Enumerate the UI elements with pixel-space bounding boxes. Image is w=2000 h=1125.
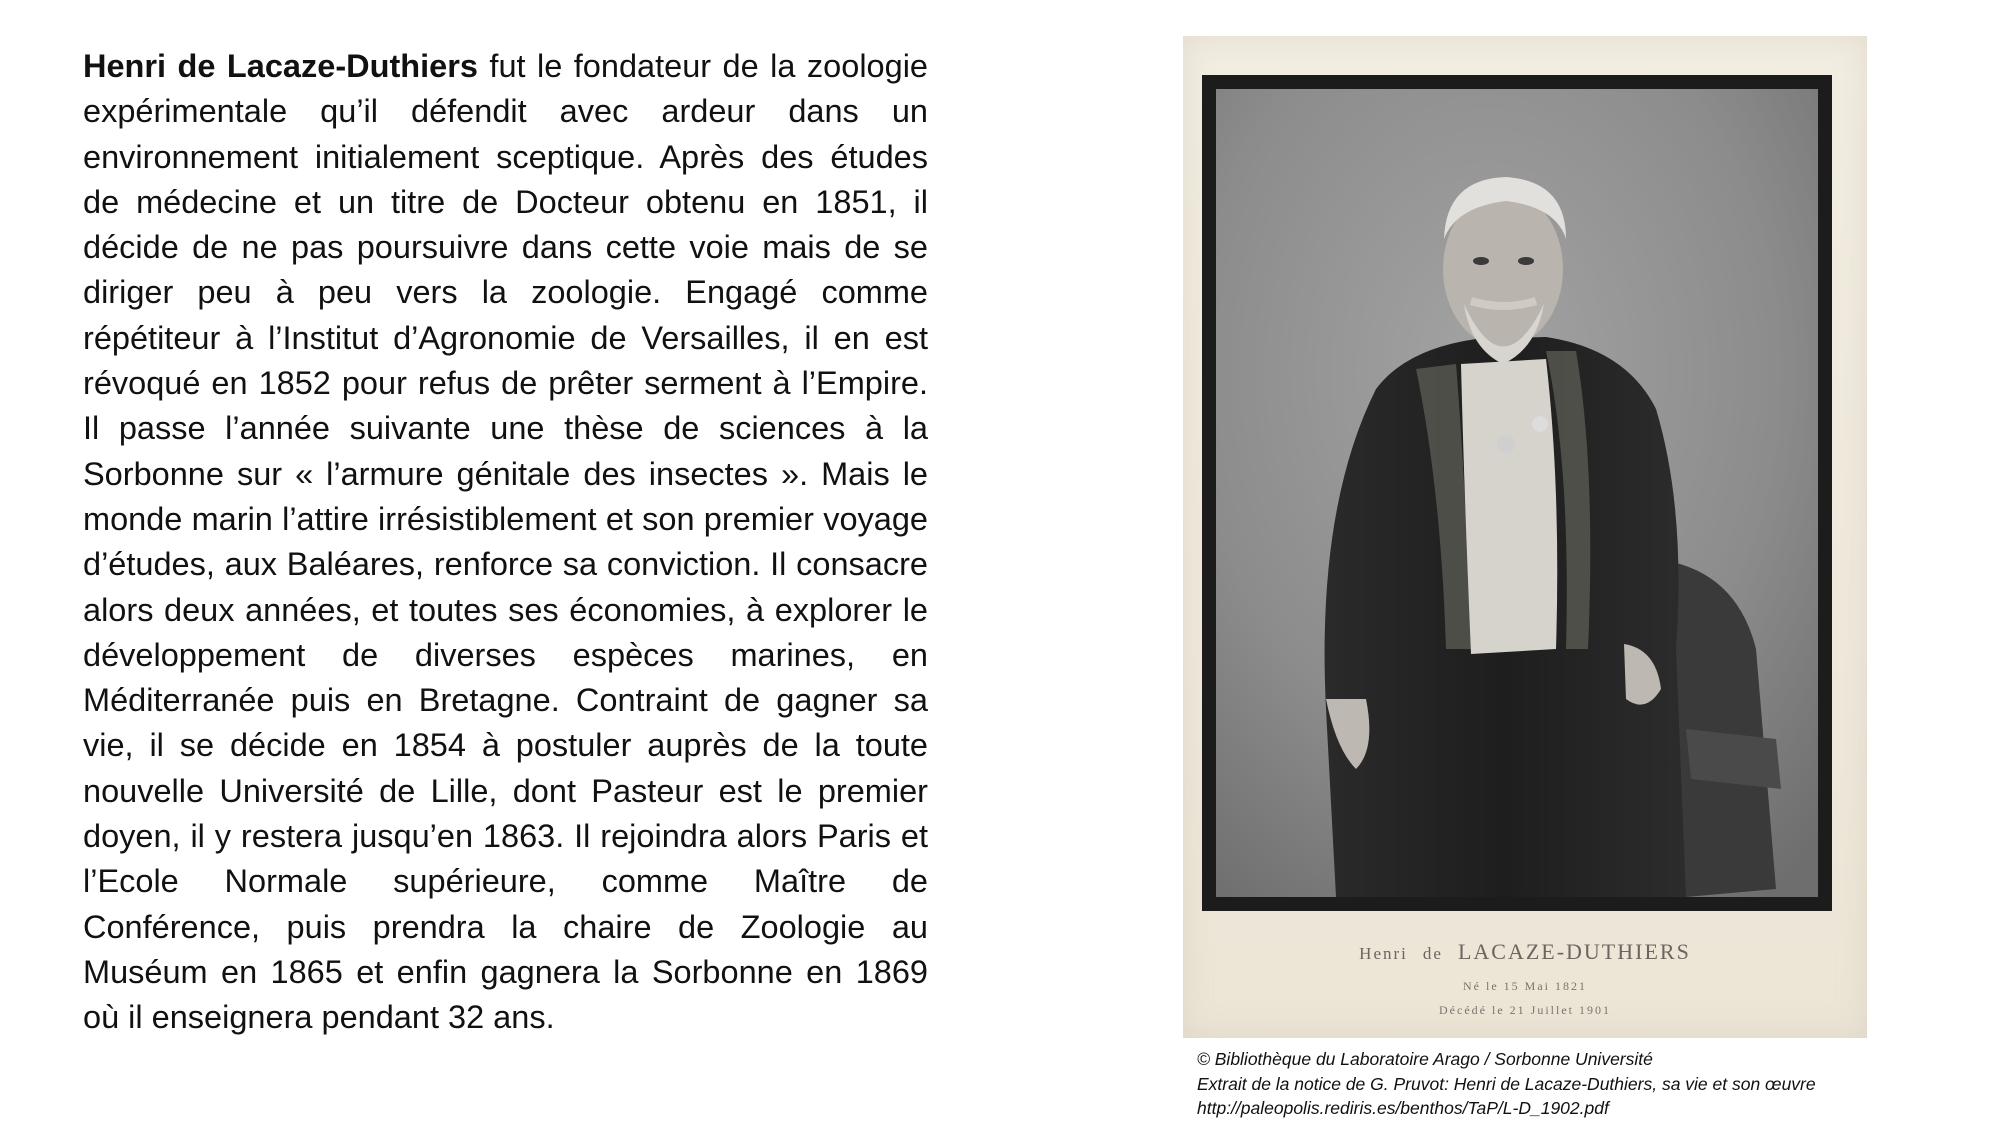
photo-caption-died: Décédé le 21 Juillet 1901 — [1439, 1003, 1611, 1017]
portrait-photograph — [1183, 36, 1867, 1038]
photo-credits — [1197, 1047, 1816, 1121]
photo-frame — [1202, 75, 1832, 911]
credit-line-copyright: © Bibliothèque du Laboratoire Arago / Sorbonne Université — [1197, 1049, 1653, 1069]
credit-line-url: http://paleopolis.rediris.es/benthos/TaP/L-D_1902.pdf — [1197, 1098, 1609, 1118]
photo-caption-born: Né le 15 Mai 1821 — [1463, 979, 1587, 993]
photo-image-area — [1216, 89, 1818, 897]
portrait-figure-image — [1216, 89, 1818, 897]
subject-name: Henri de Lacaze-Duthiers — [83, 48, 478, 84]
biography-paragraph — [83, 44, 928, 1041]
photo-caption-name: Henri de LACAZE-DUTHIERS — [1359, 939, 1691, 964]
biography-text: fut le fondateur de la zoologie expérimentale qu’il défendit avec ardeur dans un environnement initialement sceptique. Après des études de médecine et un titre de Docteur obtenu en 1851, il décide de ne pas poursuivre dans cette voie mais de se diriger peu à peu vers la zoologie. Engagé comme répétiteur à l’Institut d’Agronomie de Versailles, il en est révoqué en 1852 pour refus de prêter serment à l’Empire. Il passe l’année suivante une thèse de sciences à la Sorbonne sur « l’armure génitale des insectes ». Mais le monde marin l’attire irrésistiblement et son premier voyage d’études, aux Baléares, renforce sa conviction. Il consacre alors deux années, et toutes ses économies, à explorer le développement de diverses espèces marines, en Méditerranée puis en Bretagne. Contraint de gagner sa vie, il se décide en 1854 à postuler auprès de la toute nouvelle Université de Lille, dont Pasteur est le premier doyen, il y restera jusqu’en 1863. Il rejoindra alors Paris et l’Ecole Normale supérieure, comme Maître de Conférence, puis prendra la chaire de Zoologie au Muséum en 1865 et enfin gagnera la Sorbonne en 1869 où il enseignera pendant 32 ans. — [83, 48, 928, 1036]
credit-line-source: Extrait de la notice de G. Pruvot: Henri de Lacaze-Duthiers, sa vie et son œuvre — [1197, 1073, 1816, 1094]
